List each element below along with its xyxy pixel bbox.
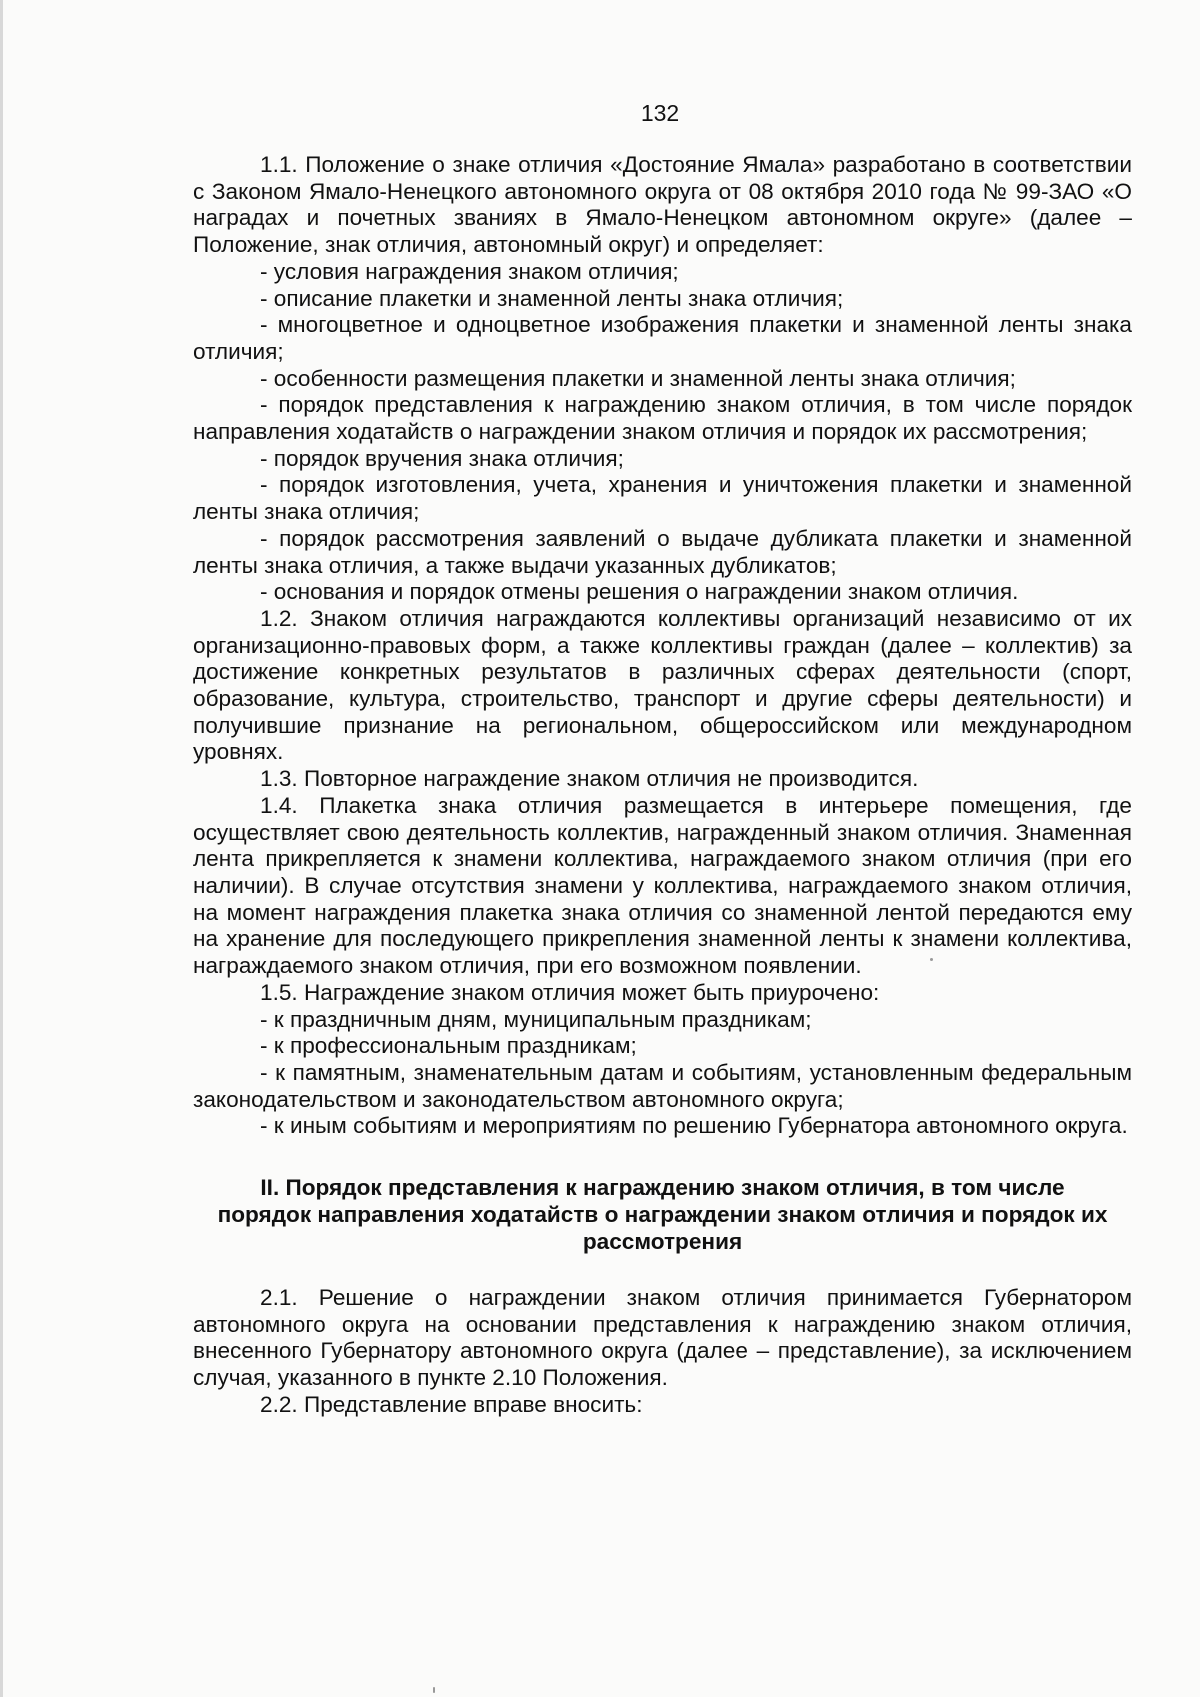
paragraph-2-2: 2.2. Представление вправе вносить: [260,1391,643,1417]
list-item: - многоцветное и одноцветное изображения плакетки и знаменной ленты знака отличия; [193,312,1132,364]
list-item: - особенности размещения плакетки и знаменной ленты знака отличия; [260,365,1016,391]
paragraph-1-1: 1.1. Положение о знаке отличия «Достояние Ямала» разработано в соответствии с Законом Ямало-Ненецкого автономного округа от 08 октября 2010 года № 99-ЗАО «О наградах и почетных званиях в Ямало-Ненецком автономном округе» (далее – Положение, знак отличия, автономный округ) и определяет: [193,152,1132,258]
paragraph-1-2: 1.2. Знаком отличия награждаются коллективы организаций независимо от их организационно-правовых форм, а также коллективы граждан (далее – коллектив) за достижение конкретных результатов в различных сферах деятельности (спорт, образование, культура, строительство, транспорт и другие сферы деятельности) и получившие признание на региональном, общероссийском или международном уровнях. [193,605,1132,765]
list-item: - порядок рассмотрения заявлений о выдаче дубликата плакетки и знаменной ленты знака отличия, а также выдачи указанных дубликатов; [193,525,1132,578]
page-number: 132 [640,100,680,126]
paragraph-2-1: 2.1. Решение о награждении знаком отличия принимается Губернатором автономного округа на основании представления к награждению знаком отличия, внесенного Губернатору автономного округа (далее – представление), за исключением случая, указанного в пункте 2.10 Положения. [193,1285,1132,1391]
scan-speck [433,1687,435,1693]
section-heading: II. Порядок представления к награждению знаком отличия, в том числе порядок направления ходатайств о награждении знаком отличия и порядок их рассмотрения [217,1175,1108,1255]
list-item: - основания и порядок отмены решения о награждении знаком отличия. [260,579,1019,605]
list-item: - к иным событиям и мероприятиям по решению Губернатора автономного округа. [260,1113,1128,1139]
scan-edge [0,0,3,1697]
list-item: - условия награждения знаком отличия; [260,258,679,284]
document-body [193,152,1132,1419]
list-item: - порядок изготовления, учета, хранения и уничтожения плакетки и знаменной ленты знака отличия; [193,472,1132,525]
scan-speck [930,958,933,961]
list-item: - порядок вручения знака отличия; [260,445,624,471]
list-item: - порядок представления к награждению знаком отличия, в том числе порядок направления ходатайств о награждении знаком отличия и порядок их рассмотрения; [193,392,1132,445]
list-item: - к праздничным дням, муниципальным праздникам; [260,1006,812,1032]
list-item: - к памятным, знаменательным датам и событиям, установленным федеральным законодательством и законодательством автономного округа; [193,1059,1132,1112]
paragraph-1-5: 1.5. Награждение знаком отличия может быть приурочено: [260,979,880,1005]
list-item: - к профессиональным праздникам; [260,1033,637,1059]
list-item: - описание плакетки и знаменной ленты знака отличия; [260,285,844,311]
paragraph-1-3: 1.3. Повторное награждение знаком отличия не производится. [260,766,919,792]
paragraph-1-4: 1.4. Плакетка знака отличия размещается в интерьере помещения, где осуществляет свою деятельность коллектив, награжденный знаком отличия. Знаменная лента прикрепляется к знамени коллектива, награждаемого знаком отличия (при его наличии). В случае отсутствия знамени у коллектива, награждаемого знаком отличия, на момент награждения плакетка знака отличия со знаменной лентой передаются ему на хранение для последующего прикрепления знаменной ленты к знамени коллектива, награждаемого знаком отличия, при его возможном появлении. [193,792,1132,979]
